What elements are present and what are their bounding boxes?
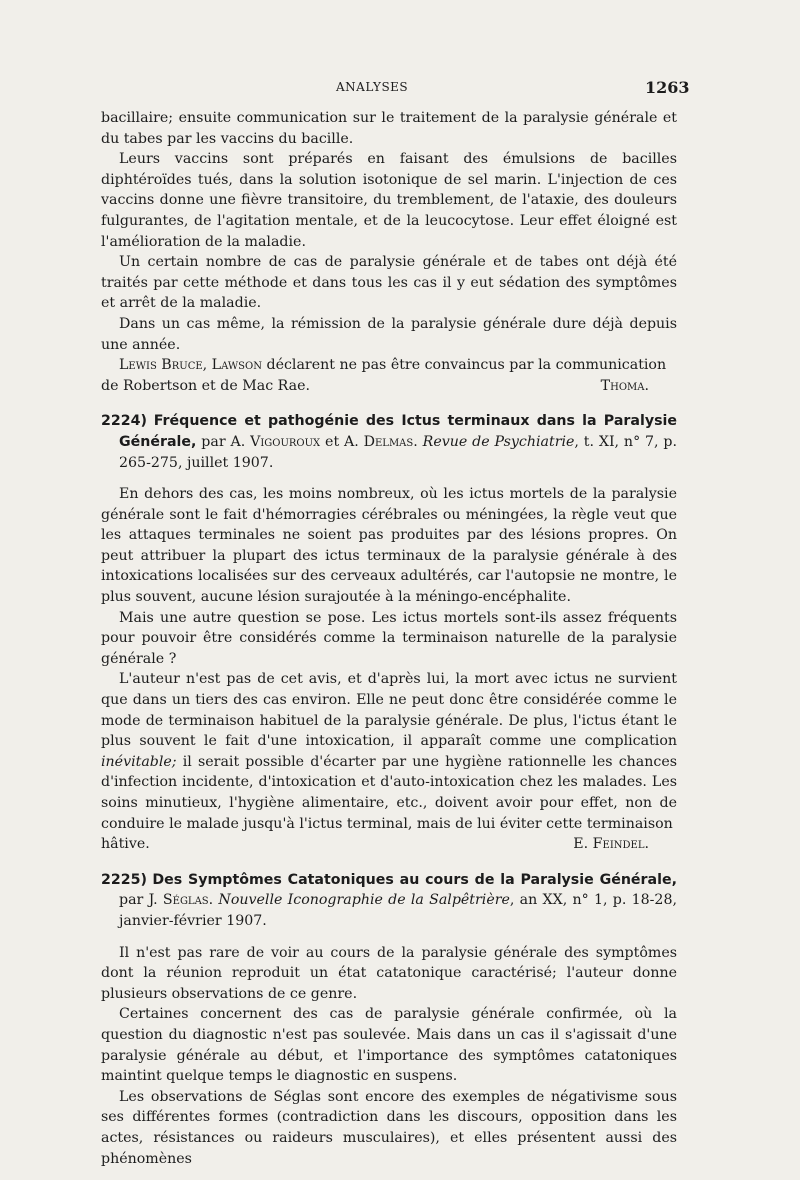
article-paragraph: Il n'est pas rare de voir au cours de la paralysie générale des symptômes dont la réunion reproduit un état catatonique caractérisé; l'auteur donne plusieurs observations de ce genre. bbox=[101, 944, 677, 1002]
article-title: Des Symptômes Catatoniques au cours de la Paralysie Générale, bbox=[152, 871, 677, 888]
publication-details: , t. XI, n° 7, p. 265-275, juillet 1907. bbox=[119, 433, 678, 471]
intro-last-line bbox=[101, 376, 677, 397]
intro-paragraph bbox=[101, 355, 677, 376]
article-number: 2225) bbox=[101, 871, 147, 888]
intro-paragraph: bacillaire; ensuite communication sur le traitement de la paralysie générale et du tabes par les vaccins du bacille. bbox=[101, 110, 677, 147]
journal-name: Nouvelle Iconographie de la Salpêtrière bbox=[218, 892, 510, 909]
page-body bbox=[101, 108, 677, 1169]
author-name: Delmas bbox=[363, 433, 414, 450]
signature: E. Feindel. bbox=[573, 836, 649, 853]
intro-paragraph: Un certain nombre de cas de paralysie générale et de tabes ont déjà été traités par cette méthode et dans tous les cas il y eut sédation des symptômes et arrêt de la maladie. bbox=[101, 254, 677, 312]
article-heading: 2225) Des Symptômes Catatoniques au cours de la Paralysie Générale, par J. Séglas. Nouvelle Iconographie de la Salpêtrière, an XX, n° 1, p. 18-28, janvier-février 1907. bbox=[101, 871, 677, 929]
article-paragraph: Certaines concernent des cas de paralysie générale confirmée, où la question du diagnostic n'est pas soulevée. Mais dans un cas il s'agissait d'une paralysie générale au début, et l'importance des symptômes catatoniques maintint quelque temps le diagnostic en suspens. bbox=[101, 1006, 677, 1085]
intro-paragraph: Leurs vaccins sont préparés en faisant des émulsions de bacilles diphtéroïdes tués, dans la solution isotonique de sel marin. L'injection de ces vaccins donne une fièvre transitoire, du tremblement, de l'ataxie, des douleurs fulgurantes, de l'agitation mentale, et de la leucocytose. Leur effet éloigné est l'amélioration de la maladie. bbox=[101, 151, 677, 250]
cited-authors: Lewis Bruce, Lawson bbox=[119, 357, 262, 374]
article-2225 bbox=[101, 870, 677, 1169]
article-paragraph: Les observations de Séglas sont encore des exemples de négativisme sous ses différentes formes (contradiction dans les discours, opposition dans les actes, résistances ou raideurs musculaires), et elles présentent aussi des phénomènes bbox=[101, 1088, 677, 1167]
intro-text: déclarent ne pas être convaincus par la communication bbox=[261, 357, 667, 374]
emphasis: inévitable; bbox=[101, 753, 177, 770]
page-header bbox=[0, 80, 800, 100]
article-paragraph: L'auteur n'est pas de cet avis, et d'après lui, la mort avec ictus ne survient que dans un tiers des cas environ. Elle ne peut donc être considérée comme le mode de terminaison habituel de la paralysie générale. De plus, l'ictus étant le plus souvent le fait d'une intoxication, il apparaît comme une complication inévitable; il serait possible d'écarter par une hygiène rationnelle les chances d'infection incidente, d'intoxication et d'auto-intoxication chez les malades. Les soins minutieux, l'hygiène alimentaire, etc., doivent avoir pour effet, non de conduire le malade jusqu'à l'ictus terminal, mais de lui éviter cette terminaison bbox=[101, 671, 677, 832]
author-name: Séglas bbox=[162, 892, 209, 909]
article-paragraph: Mais une autre question se pose. Les ictus mortels sont-ils assez fréquents pour pouvoir être considérés comme la terminaison naturelle de la paralysie générale ? bbox=[101, 609, 677, 667]
page-number: 1263 bbox=[645, 78, 690, 97]
running-title: ANALYSES bbox=[336, 80, 409, 94]
author-name: Vigouroux bbox=[250, 433, 321, 450]
article-number: 2224) bbox=[101, 413, 147, 430]
article-heading: 2224) Fréquence et pathogénie des Ictus terminaux dans la Paralysie Générale, par A. Vigouroux et A. Delmas. Revue de Psychiatrie, t. XI, n° 7, p. 265-275, juillet 1907. bbox=[101, 413, 678, 471]
article-paragraph: En dehors des cas, les moins nombreux, où les ictus mortels de la paralysie générale sont le fait d'hémorragies cérébrales ou méningées, la règle veut que les attaques terminales ne soient pas produites par des lésions propres. On peut attribuer la plupart des ictus terminaux de la paralysie générale à des intoxications localisées sur des cerveaux adultérés, car l'autopsie ne montre, le plus souvent, aucune lésion surajoutée à la méningo-encéphalite. bbox=[101, 486, 677, 606]
signature: Thoma. bbox=[600, 377, 649, 394]
intro-text-end: de Robertson et de Mac Rae. bbox=[101, 377, 311, 394]
article-title: Fréquence et pathogénie des Ictus terminaux dans la Paralysie Générale, bbox=[119, 413, 678, 450]
intro-section bbox=[101, 108, 677, 396]
intro-paragraph: Dans un cas même, la rémission de la paralysie générale dure déjà depuis une année. bbox=[101, 315, 677, 353]
journal-name: Revue de Psychiatrie bbox=[422, 433, 575, 450]
publication-details: , an XX, n° 1, p. 18-28, janvier-février 1907. bbox=[119, 892, 677, 929]
article-2224 bbox=[101, 411, 677, 854]
article-last-line: hâtive. E. Feindel. bbox=[101, 834, 677, 855]
